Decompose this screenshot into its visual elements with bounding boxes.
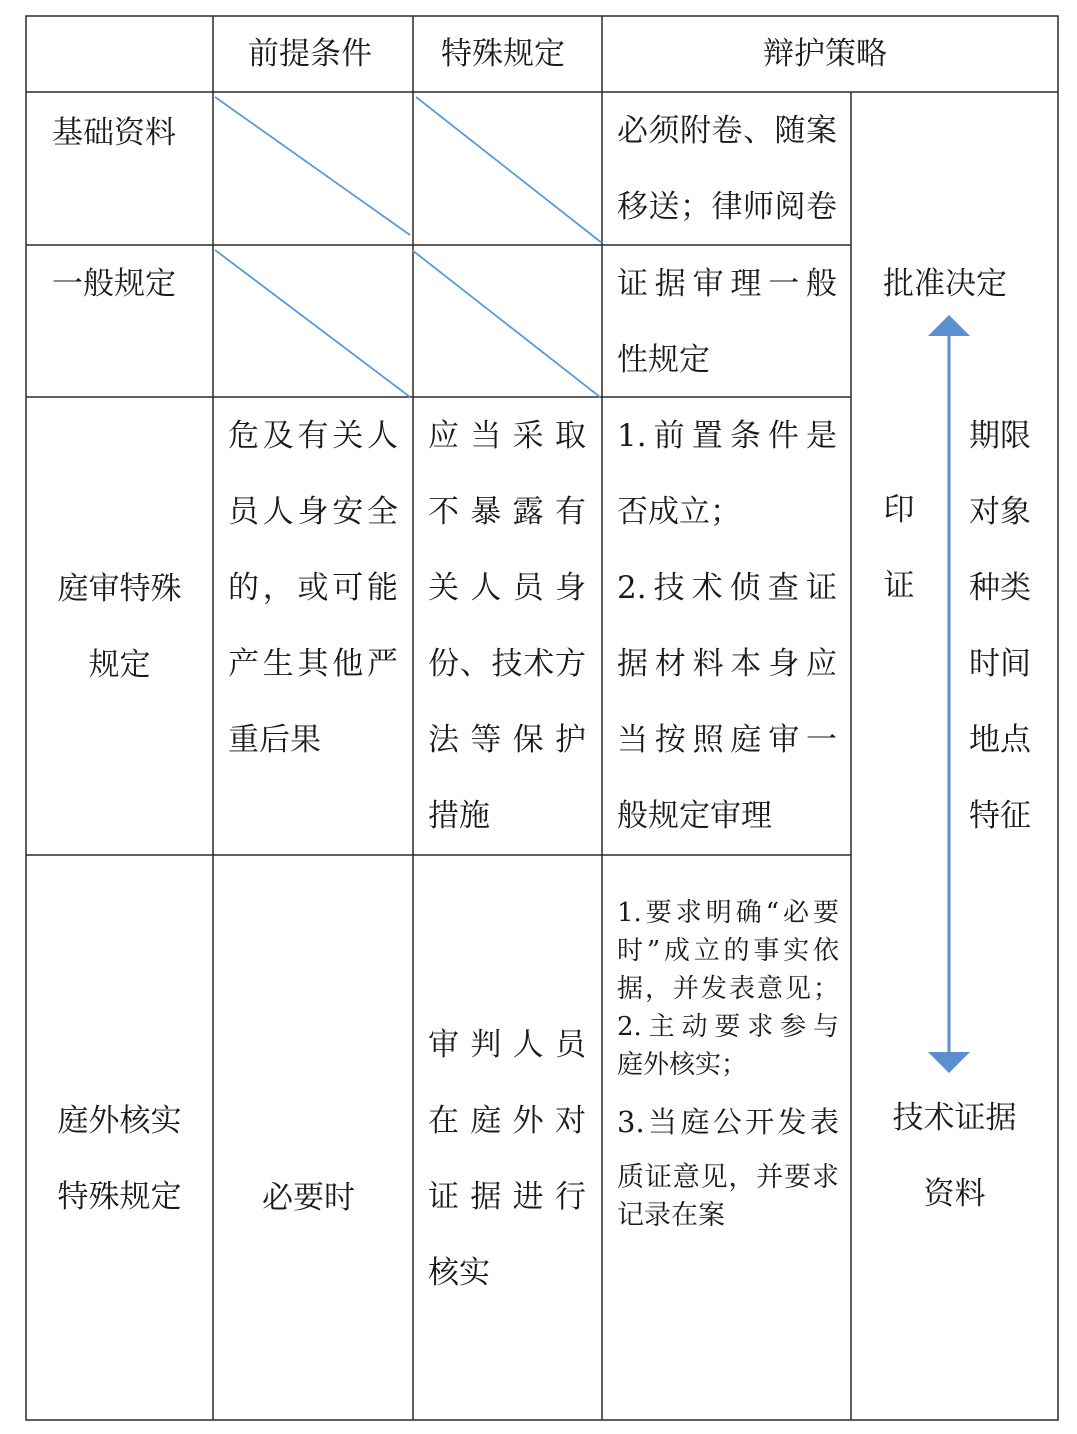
defense-trial-line: 1.前置条件是 bbox=[617, 418, 837, 454]
diagonal-basic-precondition bbox=[215, 97, 410, 235]
side-right-item: 地点 bbox=[969, 722, 1031, 758]
defense-general bbox=[617, 246, 837, 398]
special-rule-trial bbox=[428, 398, 586, 854]
row-label-basic: 基础资料 bbox=[52, 115, 176, 151]
defense-outside-line: 质证意见，并要求 bbox=[617, 1162, 839, 1193]
defense-outside-line: 3.当庭公开发表 bbox=[617, 1105, 839, 1139]
side-right-item: 种类 bbox=[969, 570, 1031, 606]
defense-trial-line: 当按照庭审一 bbox=[617, 722, 837, 758]
defense-trial-line: 般规定审理 bbox=[617, 798, 772, 834]
special-rule-trial-line: 份、技术方 bbox=[428, 646, 586, 682]
special-rule-outside-line: 核实 bbox=[428, 1255, 490, 1291]
arrow-down-head bbox=[928, 1052, 970, 1073]
arrow-up-head bbox=[928, 315, 970, 336]
defense-basic bbox=[617, 93, 837, 245]
defense-general-line: 性规定 bbox=[617, 342, 710, 378]
side-right-item: 期限 bbox=[969, 418, 1031, 454]
defense-outside-a bbox=[617, 894, 839, 1084]
defense-outside-line: 据，并发表意见； bbox=[617, 974, 839, 1004]
special-rule-trial-line: 不暴露有 bbox=[428, 494, 586, 530]
defense-outside-line: 记录在案 bbox=[617, 1200, 725, 1231]
defense-outside-b bbox=[617, 1103, 839, 1235]
header-precondition: 前提条件 bbox=[248, 36, 372, 72]
row-label-trial-line: 庭审特殊 bbox=[57, 571, 182, 607]
side-bottom-line: 资料 bbox=[923, 1176, 986, 1212]
header-special-rule: 特殊规定 bbox=[441, 36, 565, 72]
diagonal-general-precondition bbox=[215, 250, 410, 397]
row-label-trial-line: 规定 bbox=[88, 647, 151, 683]
side-right-item: 特征 bbox=[969, 798, 1031, 834]
side-left-vertical bbox=[878, 472, 920, 624]
row-label-trial bbox=[26, 551, 213, 703]
defense-trial-line: 否成立； bbox=[617, 494, 741, 530]
precondition-trial-line: 重后果 bbox=[228, 722, 321, 758]
special-rule-trial-line: 法等保护 bbox=[428, 722, 586, 758]
special-rule-trial-line: 应当采取 bbox=[428, 418, 586, 454]
defense-outside-line: 庭外核实； bbox=[617, 1050, 748, 1080]
side-right-item: 时间 bbox=[969, 646, 1031, 682]
special-rule-outside bbox=[428, 1007, 586, 1311]
precondition-trial-line: 产生其他严 bbox=[228, 646, 398, 682]
precondition-trial-line: 的，或可能 bbox=[228, 570, 398, 606]
side-left-char: 印 bbox=[883, 492, 915, 528]
side-bottom-label bbox=[851, 1080, 1058, 1232]
defense-outside-line: 2.主动要求参与 bbox=[617, 1012, 839, 1042]
defense-trial-line: 2.技术侦查证 bbox=[617, 570, 837, 606]
defense-basic-line: 移送；律师阅卷 bbox=[617, 189, 837, 225]
special-rule-outside-line: 在庭外对 bbox=[428, 1103, 586, 1139]
row-label-outside-line: 特殊规定 bbox=[57, 1179, 182, 1215]
defense-outside-line: 1.要求明确“必要 bbox=[617, 898, 839, 928]
diagonal-basic-special bbox=[416, 97, 602, 243]
special-rule-trial-line: 措施 bbox=[428, 798, 490, 834]
side-top-label: 批准决定 bbox=[883, 266, 1007, 302]
defense-general-line: 证据审理一般 bbox=[617, 266, 837, 302]
header-defense: 辩护策略 bbox=[763, 36, 887, 72]
special-rule-outside-line: 审判人员 bbox=[428, 1027, 586, 1063]
precondition-outside: 必要时 bbox=[262, 1180, 355, 1216]
side-left-char: 证 bbox=[883, 568, 915, 604]
side-bottom-line: 技术证据 bbox=[892, 1100, 1017, 1136]
special-rule-trial-line: 关人员身 bbox=[428, 570, 586, 606]
row-label-general: 一般规定 bbox=[52, 266, 176, 302]
row-label-outside-line: 庭外核实 bbox=[57, 1103, 182, 1139]
precondition-trial-line: 危及有关人 bbox=[228, 418, 398, 454]
defense-trial-line: 据材料本身应 bbox=[617, 646, 837, 682]
defense-trial bbox=[617, 398, 837, 854]
special-rule-outside-line: 证据进行 bbox=[428, 1179, 586, 1215]
precondition-trial-line: 员人身安全 bbox=[228, 494, 398, 530]
diagonal-general-special bbox=[412, 250, 600, 397]
defense-basic-line: 必须附卷、随案 bbox=[617, 113, 837, 149]
defense-outside-line: 时”成立的事实依 bbox=[617, 936, 839, 966]
side-right-item: 对象 bbox=[969, 494, 1031, 530]
side-right-vertical bbox=[962, 398, 1038, 854]
precondition-trial bbox=[228, 398, 398, 778]
row-label-outside bbox=[26, 1083, 213, 1235]
